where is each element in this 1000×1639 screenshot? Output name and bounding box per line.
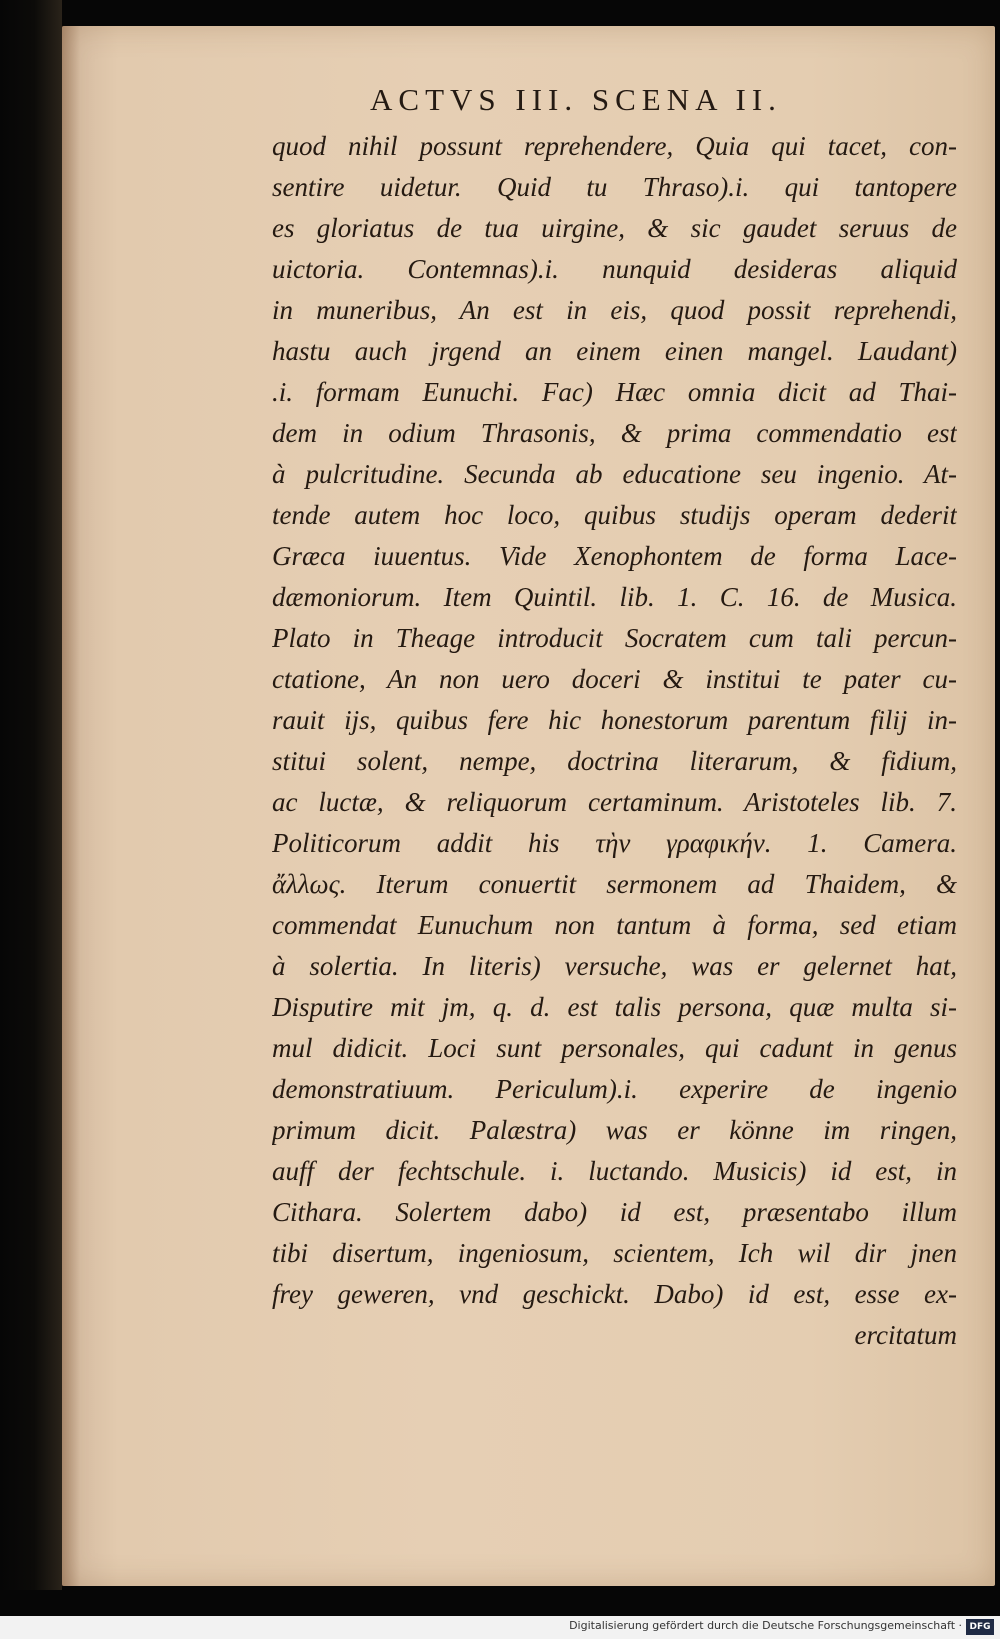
text-line: tende autem hoc loco, quibus studijs operam dederit <box>272 500 957 530</box>
text-line: frey geweren, vnd geschickt. Dabo) id est, esse ex- <box>272 1279 957 1309</box>
dfg-logo-icon: DFG <box>966 1619 994 1635</box>
text-line: stitui solent, nempe, doctrina literarum, & fidium, <box>272 746 957 776</box>
text-line: uictoria. Contemnas).i. nunquid desideras aliquid <box>272 254 957 284</box>
text-line: tibi disertum, ingeniosum, scientem, Ich wil dir jnen <box>272 1238 957 1268</box>
running-head: ACTVS III. SCENA II. <box>370 82 782 117</box>
text-line: sentire uidetur. Quid tu Thraso).i. qui tantopere <box>272 172 957 202</box>
text-line: à pulcritudine. Secunda ab educatione seu ingenio. At- <box>272 459 957 489</box>
text-line: demonstratiuum. Periculum).i. experire de ingenio <box>272 1074 957 1104</box>
text-line: Plato in Theage introducit Socratem cum tali percun- <box>272 623 957 653</box>
text-line: à solertia. In literis) versuche, was er gelernet hat, <box>272 951 957 981</box>
text-block <box>272 126 957 1356</box>
text-line: .i. formam Eunuchi. Fac) Hæc omnia dicit ad Thai- <box>272 377 957 407</box>
text-line: rauit ijs, quibus fere hic honestorum parentum filij in- <box>272 705 957 735</box>
text-line: Politicorum addit his τὴν γραφικήν. 1. Camera. <box>272 828 957 858</box>
text-line: Cithara. Solertem dabo) id est, præsentabo illum <box>272 1197 957 1227</box>
text-line: ἄλλως. Iterum conuertit sermonem ad Thaidem, & <box>272 869 957 899</box>
text-line: es gloriatus de tua uirgine, & sic gaudet seruus de <box>272 213 957 243</box>
text-line: dem in odium Thrasonis, & prima commendatio est <box>272 418 957 448</box>
text-line: dæmoniorum. Item Quintil. lib. 1. C. 16. de Musica. <box>272 582 957 612</box>
text-line: auff der fechtschule. i. luctando. Musicis) id est, in <box>272 1156 957 1186</box>
text-line: Disputire mit jm, q. d. est talis persona, quæ multa si- <box>272 992 957 1022</box>
digitization-footer <box>0 1616 1000 1639</box>
text-line: mul didicit. Loci sunt personales, qui cadunt in genus <box>272 1033 957 1063</box>
text-line: in muneribus, An est in eis, quod possit reprehendi, <box>272 295 957 325</box>
text-line: Græca iuuentus. Vide Xenophontem de forma Lace- <box>272 541 957 571</box>
catchword: ercitatum <box>854 1320 957 1350</box>
text-line: primum dicit. Palæstra) was er könne im ringen, <box>272 1115 957 1145</box>
text-line: ctatione, An non uero doceri & institui te pater cu- <box>272 664 957 694</box>
funding-notice: Digitalisierung gefördert durch die Deutsche Forschungsgemeinschaft · <box>569 1619 962 1632</box>
text-line: quod nihil possunt reprehendere, Quia qui tacet, con- <box>272 131 957 161</box>
scan-left-edge <box>0 0 62 1590</box>
gutter-shadow <box>62 26 80 1586</box>
text-line: commendat Eunuchum non tantum à forma, sed etiam <box>272 910 957 940</box>
text-line: ac luctæ, & reliquorum certaminum. Aristoteles lib. 7. <box>272 787 957 817</box>
text-line: hastu auch jrgend an einem einen mangel. Laudant) <box>272 336 957 366</box>
